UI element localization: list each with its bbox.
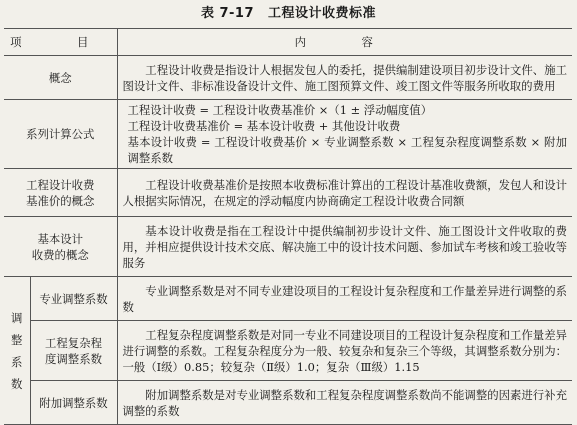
- row-content: 附加调整系数是对专业调整系数和工程复杂程度调整系数尚不能调整的因素进行补充调整的系数: [117, 381, 572, 425]
- sub-row-label: 专业调整系数: [30, 277, 117, 321]
- sub-row-label: 附加调整系数: [30, 381, 117, 425]
- row-content: 专业调整系数是对不同专业建设项目的工程设计复杂程度和工作量差异进行调整的系数: [117, 277, 572, 321]
- row-label-line: 工程复杂程: [45, 335, 102, 350]
- table-row: [4, 169, 572, 217]
- row-content: 工程复杂程度调整系数是对同一专业不同建设项目的工程设计复杂程度和工作量差异进行调整的系数。工程复杂程度分为一般、较复杂和复杂三个等级，其调整系数分别为：一般（Ⅰ级）0.85；较复杂（Ⅱ级）1.0；复杂（Ⅲ级）1.15: [117, 321, 572, 381]
- table-row: [4, 217, 572, 277]
- header-row: [4, 29, 572, 56]
- row-content: 工程设计收费是指设计人根据发包人的委托，提供编制建设项目初步设计文件、施工图设计文件、非标准设备设计文件、施工图预算文件、竣工图文件等服务所收取的费用: [117, 56, 572, 100]
- header-item: 项 目: [4, 29, 117, 56]
- formula-line: 工程设计收费 = 工程设计收费基准价 ×（1 ± 浮动幅度值）: [127, 103, 433, 117]
- group-label-char: 系: [11, 354, 23, 369]
- table-number: 表 7-17: [200, 6, 255, 21]
- group-label: [4, 277, 30, 425]
- table-title-text: 工程设计收费标准: [268, 6, 377, 21]
- formula-line: 工程设计收费基准价 = 基本设计收费 + 其他设计收费: [127, 119, 401, 133]
- table-row: [4, 381, 572, 425]
- table-row: [4, 56, 572, 100]
- row-label: [4, 217, 117, 277]
- row-label-line: 度调整系数: [45, 351, 102, 366]
- header-content: 内 容: [117, 29, 572, 56]
- row-label-line: 基本设计: [37, 231, 84, 246]
- row-label-line: 工程设计收费: [26, 177, 95, 192]
- formula-cell: [117, 100, 572, 169]
- row-label: 系列计算公式: [4, 100, 117, 169]
- table-row: [4, 321, 572, 381]
- fee-standard-table: [4, 28, 572, 425]
- group-label-char: 数: [11, 376, 23, 391]
- sub-row-label: [30, 321, 117, 381]
- table-title: [0, 2, 577, 21]
- row-label: [4, 169, 117, 217]
- group-label-char: 调: [11, 310, 23, 325]
- row-label: 概念: [4, 56, 117, 100]
- table-row: [4, 100, 572, 169]
- row-content: 工程设计收费基准价是按照本收费标准计算出的工程设计基准收费额，发包人和设计人根据实际情况，在规定的浮动幅度内协商确定工程设计收费合同额: [117, 169, 572, 217]
- formula-line: 基本设计收费 = 工程设计收费基价 × 专业调整系数 × 工程复杂程度调整系数 × 附加调整系数: [127, 135, 567, 165]
- row-content: 基本设计收费是指在工程设计中提供编制初步设计文件、施工图设计文件收取的费用，并相应提供设计技术交底、解决施工中的设计技术问题、参加试车考核和竣工验收等服务: [117, 217, 572, 277]
- row-label-line: 收费的概念: [31, 247, 89, 262]
- row-label-line: 基准价的概念: [26, 193, 95, 208]
- group-label-char: 整: [11, 332, 23, 347]
- table-row: [4, 277, 572, 321]
